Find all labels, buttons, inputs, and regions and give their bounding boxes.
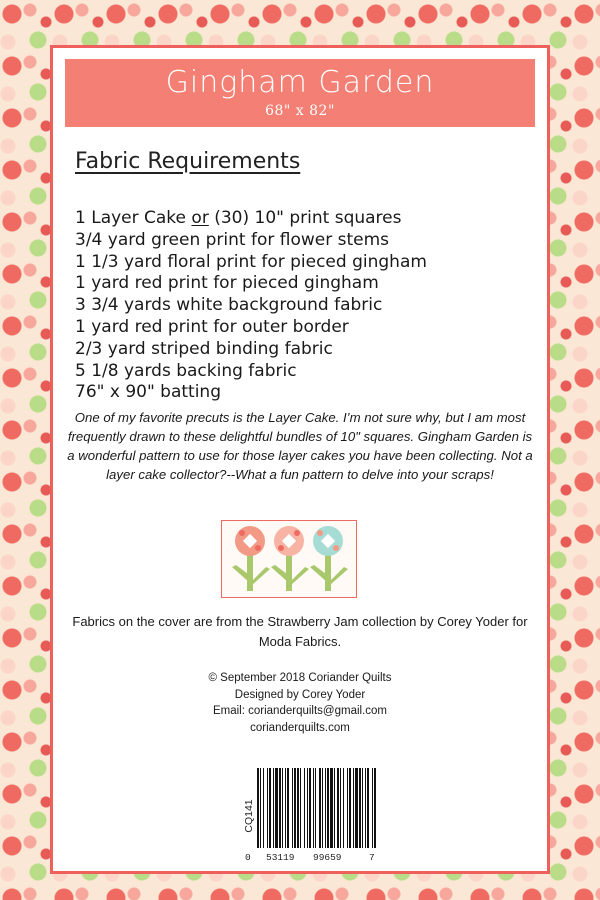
barcode-digit: 99659 xyxy=(313,852,342,863)
fabric-requirements-heading: Fabric Requirements xyxy=(75,149,301,174)
barcode-bar xyxy=(374,768,376,848)
barcode-bar xyxy=(365,768,366,848)
barcode-bar xyxy=(267,768,268,848)
barcode-bar xyxy=(372,768,373,848)
barcode-digit: 0 xyxy=(245,852,251,863)
requirement-item: 1 yard red print for outer border xyxy=(75,316,349,337)
barcode-bar xyxy=(279,768,281,848)
barcode-bar xyxy=(362,768,363,848)
barcode-digit: 7 xyxy=(369,852,375,863)
barcode xyxy=(233,768,380,863)
barcode-bar xyxy=(349,768,351,848)
barcode-bar xyxy=(287,768,289,848)
barcode-bar xyxy=(340,768,341,848)
designer-line: Designed by Corey Yoder xyxy=(234,688,366,701)
barcode-bar xyxy=(337,768,339,848)
requirement-item: 3/4 yard green print for flower stems xyxy=(75,229,390,250)
flower-quilt-image xyxy=(222,521,356,597)
barcode-bar xyxy=(355,768,358,848)
barcode-bar xyxy=(322,768,323,848)
copyright-line: © September 2018 Coriander Quilts xyxy=(208,672,392,684)
barcode-bar xyxy=(269,768,271,848)
requirement-item: 1 Layer Cake or (30) 10" print squares xyxy=(75,208,402,228)
title-banner xyxy=(65,59,535,127)
requirement-item: 1 yard red print for pieced gingham xyxy=(75,273,379,294)
barcode-bars xyxy=(255,768,402,852)
barcode-bar xyxy=(343,768,344,848)
email-line: Email: corianderquilts@gmail.com xyxy=(212,705,387,717)
requirement-item: 5 1/8 yards backing fabric xyxy=(75,360,297,381)
pattern-description: One of my favorite precuts is the Layer Cake. I’m not sure why, but I am most frequently drawn to these delightful bundles of 10" squares. Gingham Garden is a wonderful pattern to use for those layer cakes you have been collecting. Not a layer cake collector?--What a fun pattern to delve into your scraps! xyxy=(67,410,533,482)
barcode-bar xyxy=(330,768,333,848)
pattern-title: Gingham Garden xyxy=(165,65,435,100)
barcode-bar xyxy=(273,768,274,848)
barcode-bar xyxy=(367,768,369,848)
barcode-bar xyxy=(275,768,278,848)
barcode-bar xyxy=(263,768,264,848)
requirement-item: 76" x 90" batting xyxy=(75,382,222,403)
designer-credits xyxy=(65,670,535,736)
barcode-bar xyxy=(285,768,286,848)
fabrics-credit: Fabrics on the cover are from the Strawberry Jam collection by Corey Yoder for Moda Fabrics. xyxy=(72,614,528,649)
requirement-item: 3 3/4 yards white background fabric xyxy=(75,295,383,316)
barcode-bar xyxy=(327,768,329,848)
barcode-bar xyxy=(309,768,311,848)
barcode-bar xyxy=(307,768,308,848)
barcode-bar xyxy=(334,768,335,848)
barcode-bar xyxy=(304,768,305,848)
barcode-bar xyxy=(315,768,316,848)
barcode-bar xyxy=(353,768,354,848)
barcode-digit: 53119 xyxy=(266,852,295,863)
barcode-bar xyxy=(294,768,296,848)
barcode-bar xyxy=(319,768,321,848)
website-line: corianderquilts.com xyxy=(250,721,350,734)
barcode-bar xyxy=(359,768,361,848)
quilt-size: 68" x 82" xyxy=(265,103,335,119)
barcode-bar xyxy=(260,768,261,848)
barcode-bar xyxy=(325,768,326,848)
barcode-bar xyxy=(300,768,301,848)
barcode-bar xyxy=(257,768,259,848)
quilt-thumbnail xyxy=(221,520,357,598)
sku-code: CQ141 xyxy=(243,799,255,833)
barcode-bar xyxy=(297,768,299,848)
barcode-bar xyxy=(313,768,314,848)
barcode-bar xyxy=(282,768,283,848)
barcode-bar xyxy=(347,768,348,848)
fabric-requirements-list xyxy=(75,208,427,404)
barcode-bar xyxy=(292,768,293,848)
requirement-item: 1 1/3 yard floral print for pieced gingham xyxy=(75,251,427,272)
requirement-item: 2/3 yard striped binding fabric xyxy=(75,338,333,359)
back-cover-panel xyxy=(50,45,550,874)
